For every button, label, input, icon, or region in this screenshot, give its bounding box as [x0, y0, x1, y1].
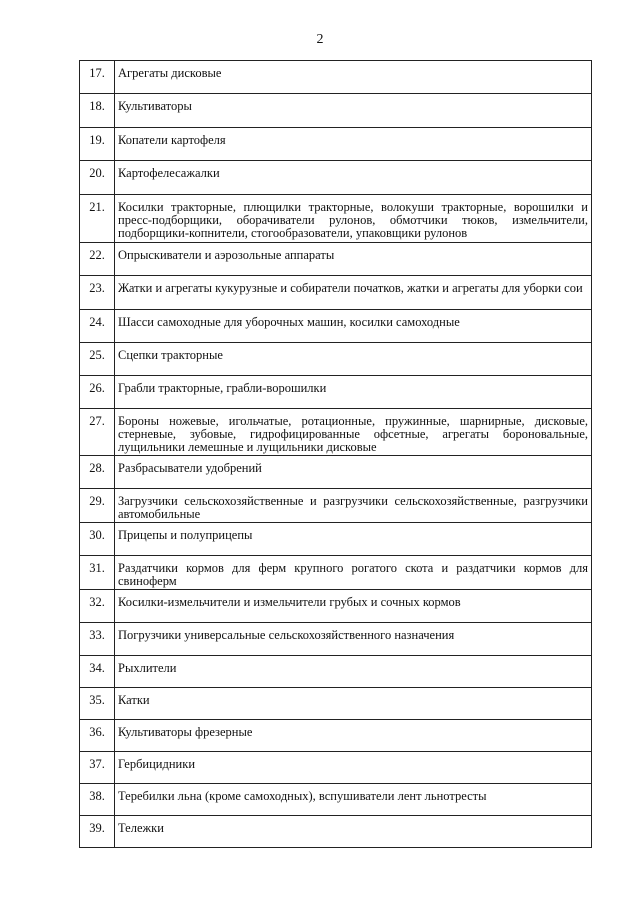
row-text: Жатки и агрегаты кукурузные и собиратели початков, жатки и агрегаты для уборки сои	[115, 276, 592, 310]
row-text: Теребилки льна (кроме самоходных), вспушиватели лент льнотресты	[115, 784, 592, 816]
table-row	[80, 623, 592, 656]
row-number: 33.	[80, 623, 115, 656]
row-number: 37.	[80, 752, 115, 784]
table-row	[80, 656, 592, 688]
row-number: 26.	[80, 376, 115, 409]
row-text: Погрузчики универсальные сельскохозяйственного назначения	[115, 623, 592, 656]
table-row	[80, 276, 592, 310]
row-text: Рыхлители	[115, 656, 592, 688]
row-number: 35.	[80, 688, 115, 720]
row-text: Культиваторы	[115, 94, 592, 128]
row-number: 24.	[80, 310, 115, 343]
table-row	[80, 409, 592, 456]
row-text: Катки	[115, 688, 592, 720]
table-row	[80, 243, 592, 276]
row-number: 36.	[80, 720, 115, 752]
row-number: 32.	[80, 590, 115, 623]
row-number: 29.	[80, 489, 115, 523]
row-text: Картофелесажалки	[115, 161, 592, 195]
row-text: Косилки-измельчители и измельчители грубых и сочных кормов	[115, 590, 592, 623]
table-row	[80, 61, 592, 94]
row-number: 22.	[80, 243, 115, 276]
table-row	[80, 489, 592, 523]
row-text: Опрыскиватели и аэрозольные аппараты	[115, 243, 592, 276]
row-text: Агрегаты дисковые	[115, 61, 592, 94]
table-row	[80, 456, 592, 489]
row-number: 31.	[80, 556, 115, 590]
row-number: 38.	[80, 784, 115, 816]
row-number: 19.	[80, 128, 115, 161]
table-row	[80, 720, 592, 752]
table-row	[80, 688, 592, 720]
table-row	[80, 784, 592, 816]
table-row	[80, 376, 592, 409]
table-row	[80, 816, 592, 848]
page-number: 2	[316, 32, 324, 47]
table-row	[80, 94, 592, 128]
row-text: Сцепки тракторные	[115, 343, 592, 376]
row-number: 17.	[80, 61, 115, 94]
table-row	[80, 590, 592, 623]
row-number: 27.	[80, 409, 115, 456]
row-text: Тележки	[115, 816, 592, 848]
row-text: Прицепы и полуприцепы	[115, 523, 592, 556]
row-text: Загрузчики сельскохозяйственные и разгрузчики сельскохозяйственные, разгрузчики автомобильные	[115, 489, 592, 523]
equipment-table	[79, 60, 592, 848]
table-row	[80, 752, 592, 784]
row-number: 23.	[80, 276, 115, 310]
row-text: Культиваторы фрезерные	[115, 720, 592, 752]
table-row	[80, 161, 592, 195]
row-number: 18.	[80, 94, 115, 128]
row-text: Бороны ножевые, игольчатые, ротационные, пружинные, шарнирные, дисковые, стерневые, зубовые, гидрофицированные офсетные, агрегаты бороновальные, лущильники лемешные и лущильники дисковые	[115, 409, 592, 456]
table-row	[80, 310, 592, 343]
table-row	[80, 523, 592, 556]
row-number: 28.	[80, 456, 115, 489]
table-row	[80, 556, 592, 590]
table-row	[80, 195, 592, 243]
row-text: Раздатчики кормов для ферм крупного рогатого скота и раздатчики кормов для свиноферм	[115, 556, 592, 590]
row-text: Копатели картофеля	[115, 128, 592, 161]
row-number: 30.	[80, 523, 115, 556]
row-number: 34.	[80, 656, 115, 688]
row-number: 20.	[80, 161, 115, 195]
row-text: Косилки тракторные, плющилки тракторные, волокуши тракторные, ворошилки и пресс-подборщики, оборачиватели рулонов, обмотчики тюков, измельчители, подборщики-копнители, стогообразователи, упаковщики рулонов	[115, 195, 592, 243]
row-number: 39.	[80, 816, 115, 848]
table-row	[80, 128, 592, 161]
row-text: Гербицидники	[115, 752, 592, 784]
row-number: 25.	[80, 343, 115, 376]
row-text: Грабли тракторные, грабли-ворошилки	[115, 376, 592, 409]
row-number: 21.	[80, 195, 115, 243]
row-text: Шасси самоходные для уборочных машин, косилки самоходные	[115, 310, 592, 343]
row-text: Разбрасыватели удобрений	[115, 456, 592, 489]
table-row	[80, 343, 592, 376]
